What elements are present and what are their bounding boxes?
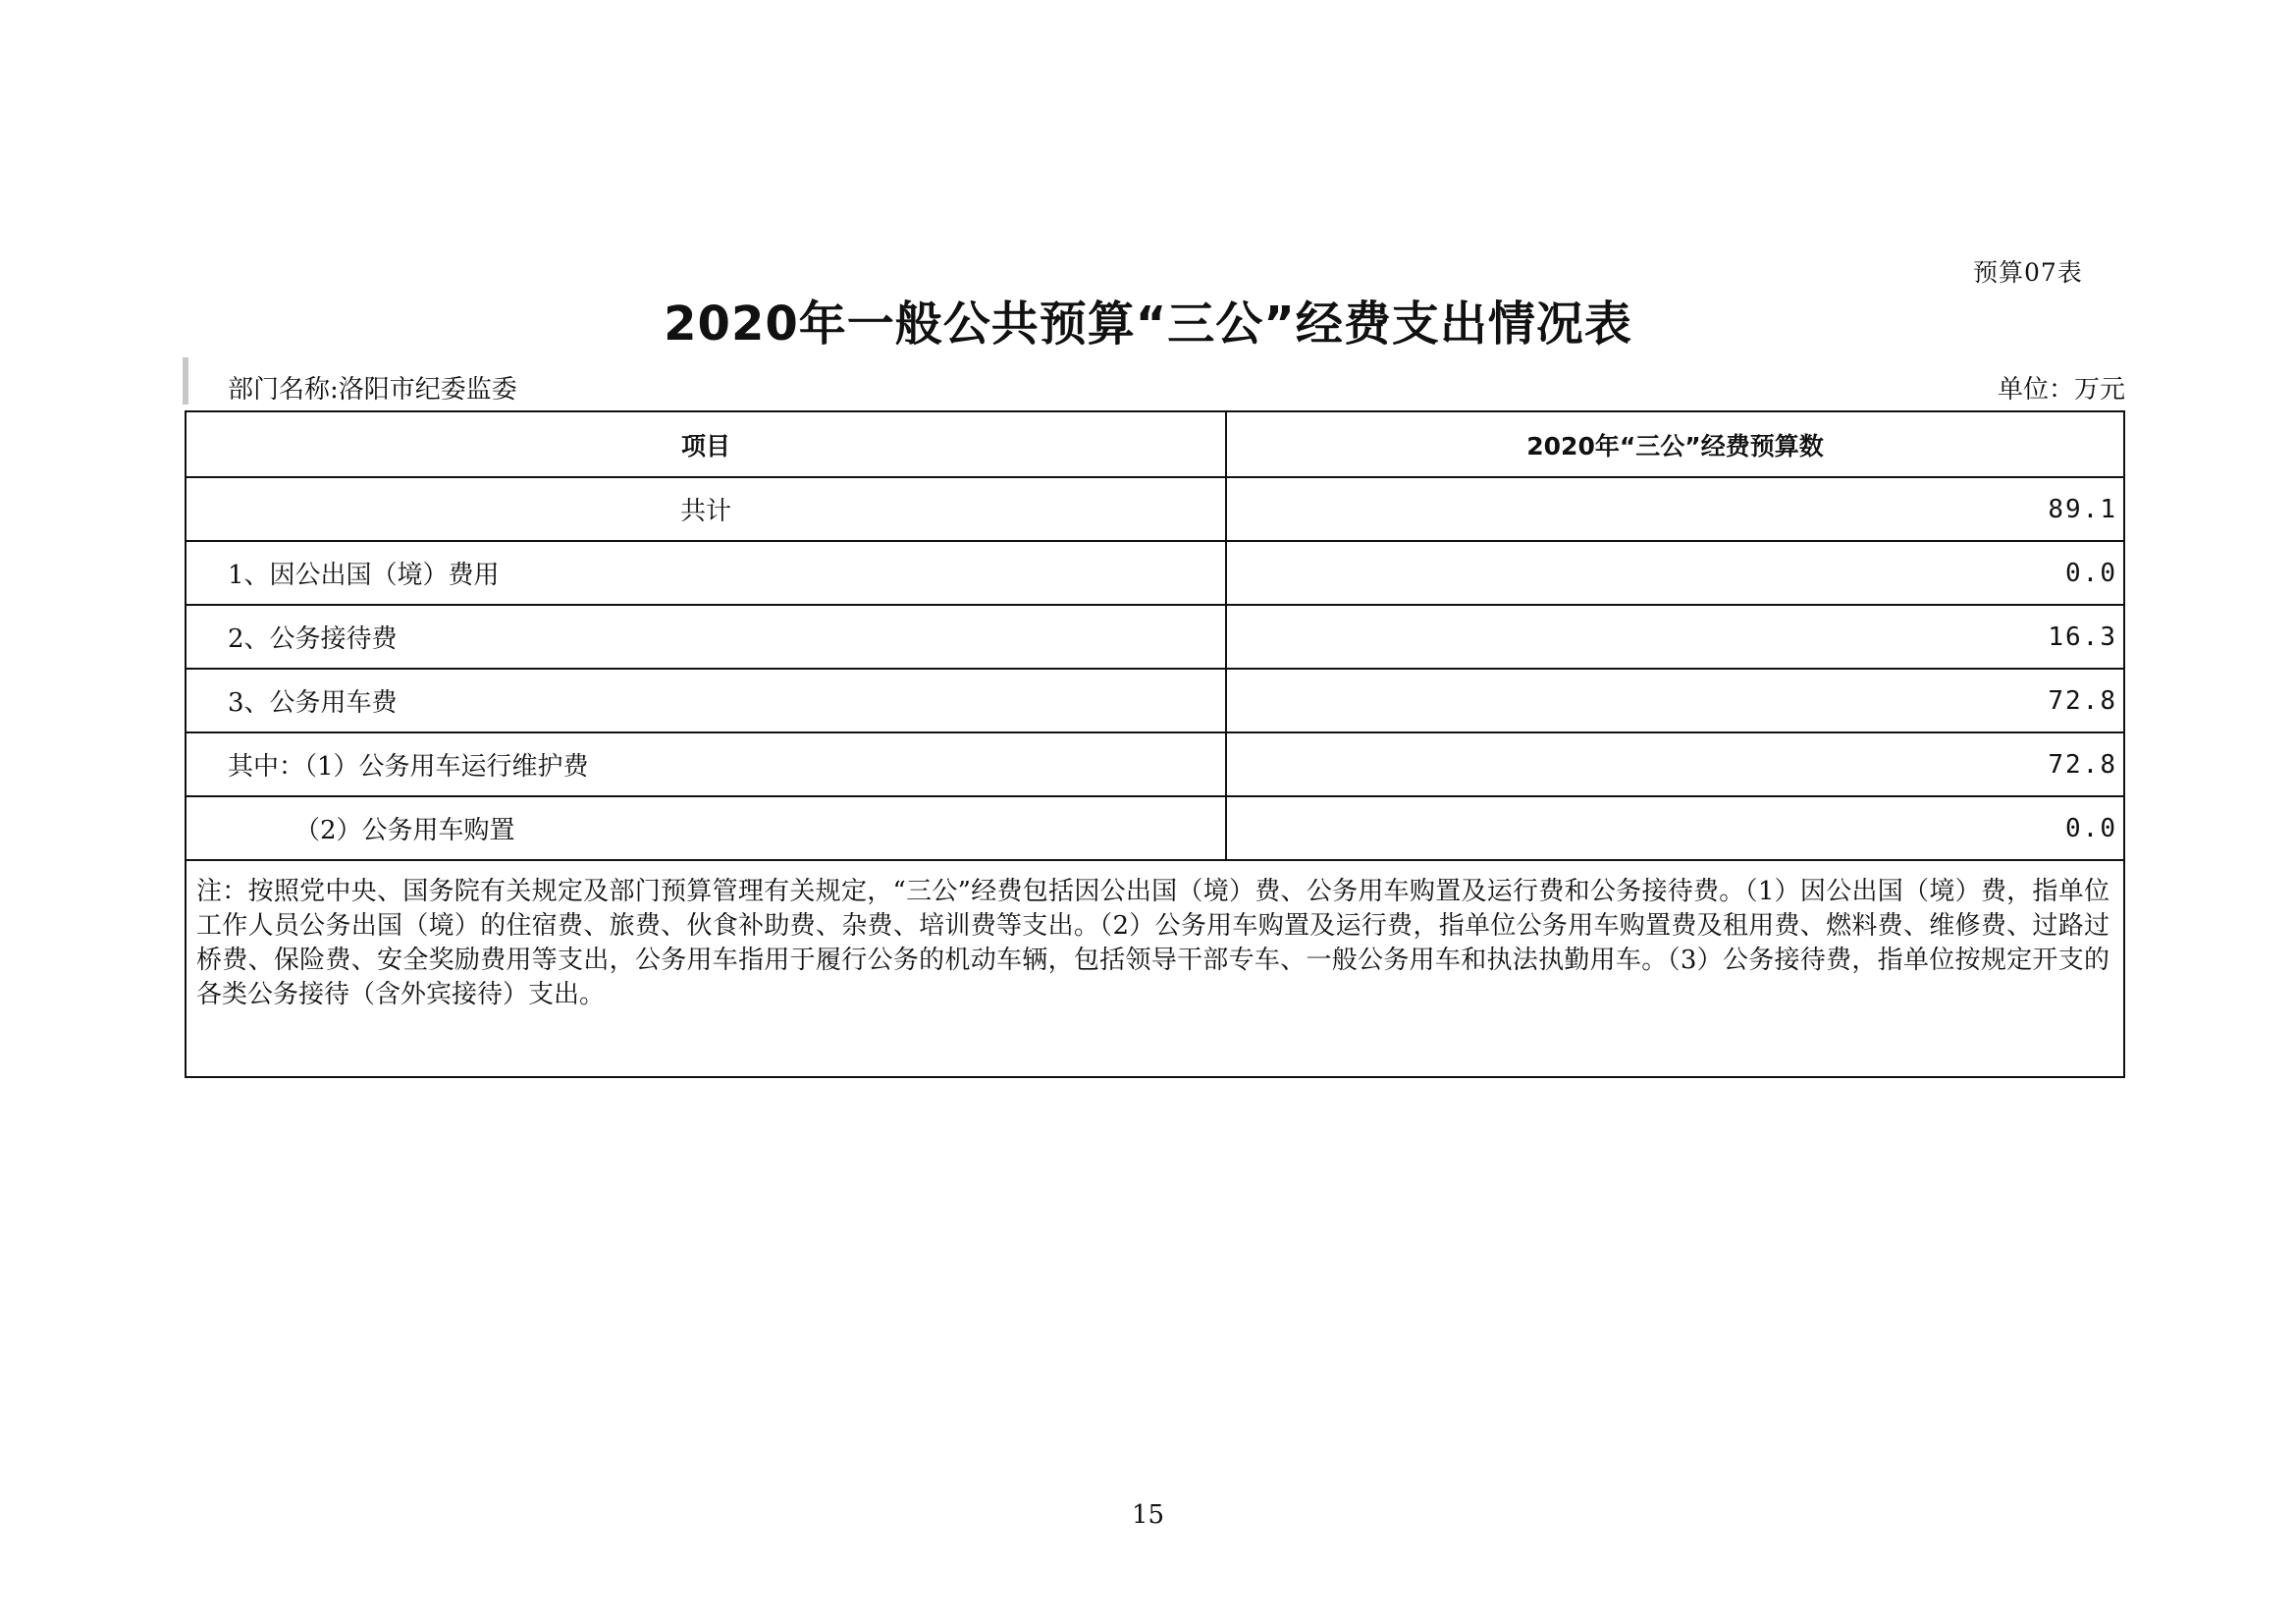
row-value: 16.3 [1226, 605, 2124, 669]
margin-marker [183, 357, 188, 405]
unit-label: 单位：万元 [1997, 375, 2125, 405]
row-item-label: （2）公务用车购置 [186, 796, 1226, 860]
header-item: 项目 [186, 411, 1226, 477]
budget-table [185, 410, 2125, 1078]
table-row [186, 477, 2124, 541]
table-row [186, 541, 2124, 605]
row-item-label: 1、因公出国（境）费用 [186, 541, 1226, 605]
row-item-label: 共计 [186, 477, 1226, 541]
row-value: 72.8 [1226, 669, 2124, 732]
row-value: 0.0 [1226, 796, 2124, 860]
department-label: 部门名称:洛阳市纪委监委 [228, 375, 517, 405]
page-number: 15 [1131, 1500, 1165, 1530]
table-row [186, 796, 2124, 860]
table-note-row [186, 860, 2124, 1077]
row-item-label: 2、公务接待费 [186, 605, 1226, 669]
table-row [186, 605, 2124, 669]
form-code: 预算07表 [1973, 258, 2083, 287]
row-item-label: 3、公务用车费 [186, 669, 1226, 732]
table-note: 注：按照党中央、国务院有关规定及部门预算管理有关规定，“三公”经费包括因公出国（境）费、公务用车购置及运行费和公务接待费。（1）因公出国（境）费，指单位工作人员公务出国（境）的住宿费、旅费、伙食补助费、杂费、培训费等支出。（2）公务用车购置及运行费，指单位公务用车购置费及租用费、燃料费、维修费、过路过桥费、保险费、安全奖励费用等支出，公务用车指用于履行公务的机动车辆，包括领导干部专车、一般公务用车和执法执勤用车。（3）公务接待费，指单位按规定开支的各类公务接待（含外宾接待）支出。 [186, 860, 2124, 1077]
header-budget: 2020年“三公”经费预算数 [1226, 411, 2124, 477]
table-row [186, 732, 2124, 796]
row-item-label: 其中：（1）公务用车运行维护费 [186, 732, 1226, 796]
row-value: 72.8 [1226, 732, 2124, 796]
table-row [186, 669, 2124, 732]
row-value: 0.0 [1226, 541, 2124, 605]
document-title: 2020年一般公共预算“三公”经费支出情况表 [664, 297, 1632, 352]
row-value: 89.1 [1226, 477, 2124, 541]
table-header-row [186, 411, 2124, 477]
